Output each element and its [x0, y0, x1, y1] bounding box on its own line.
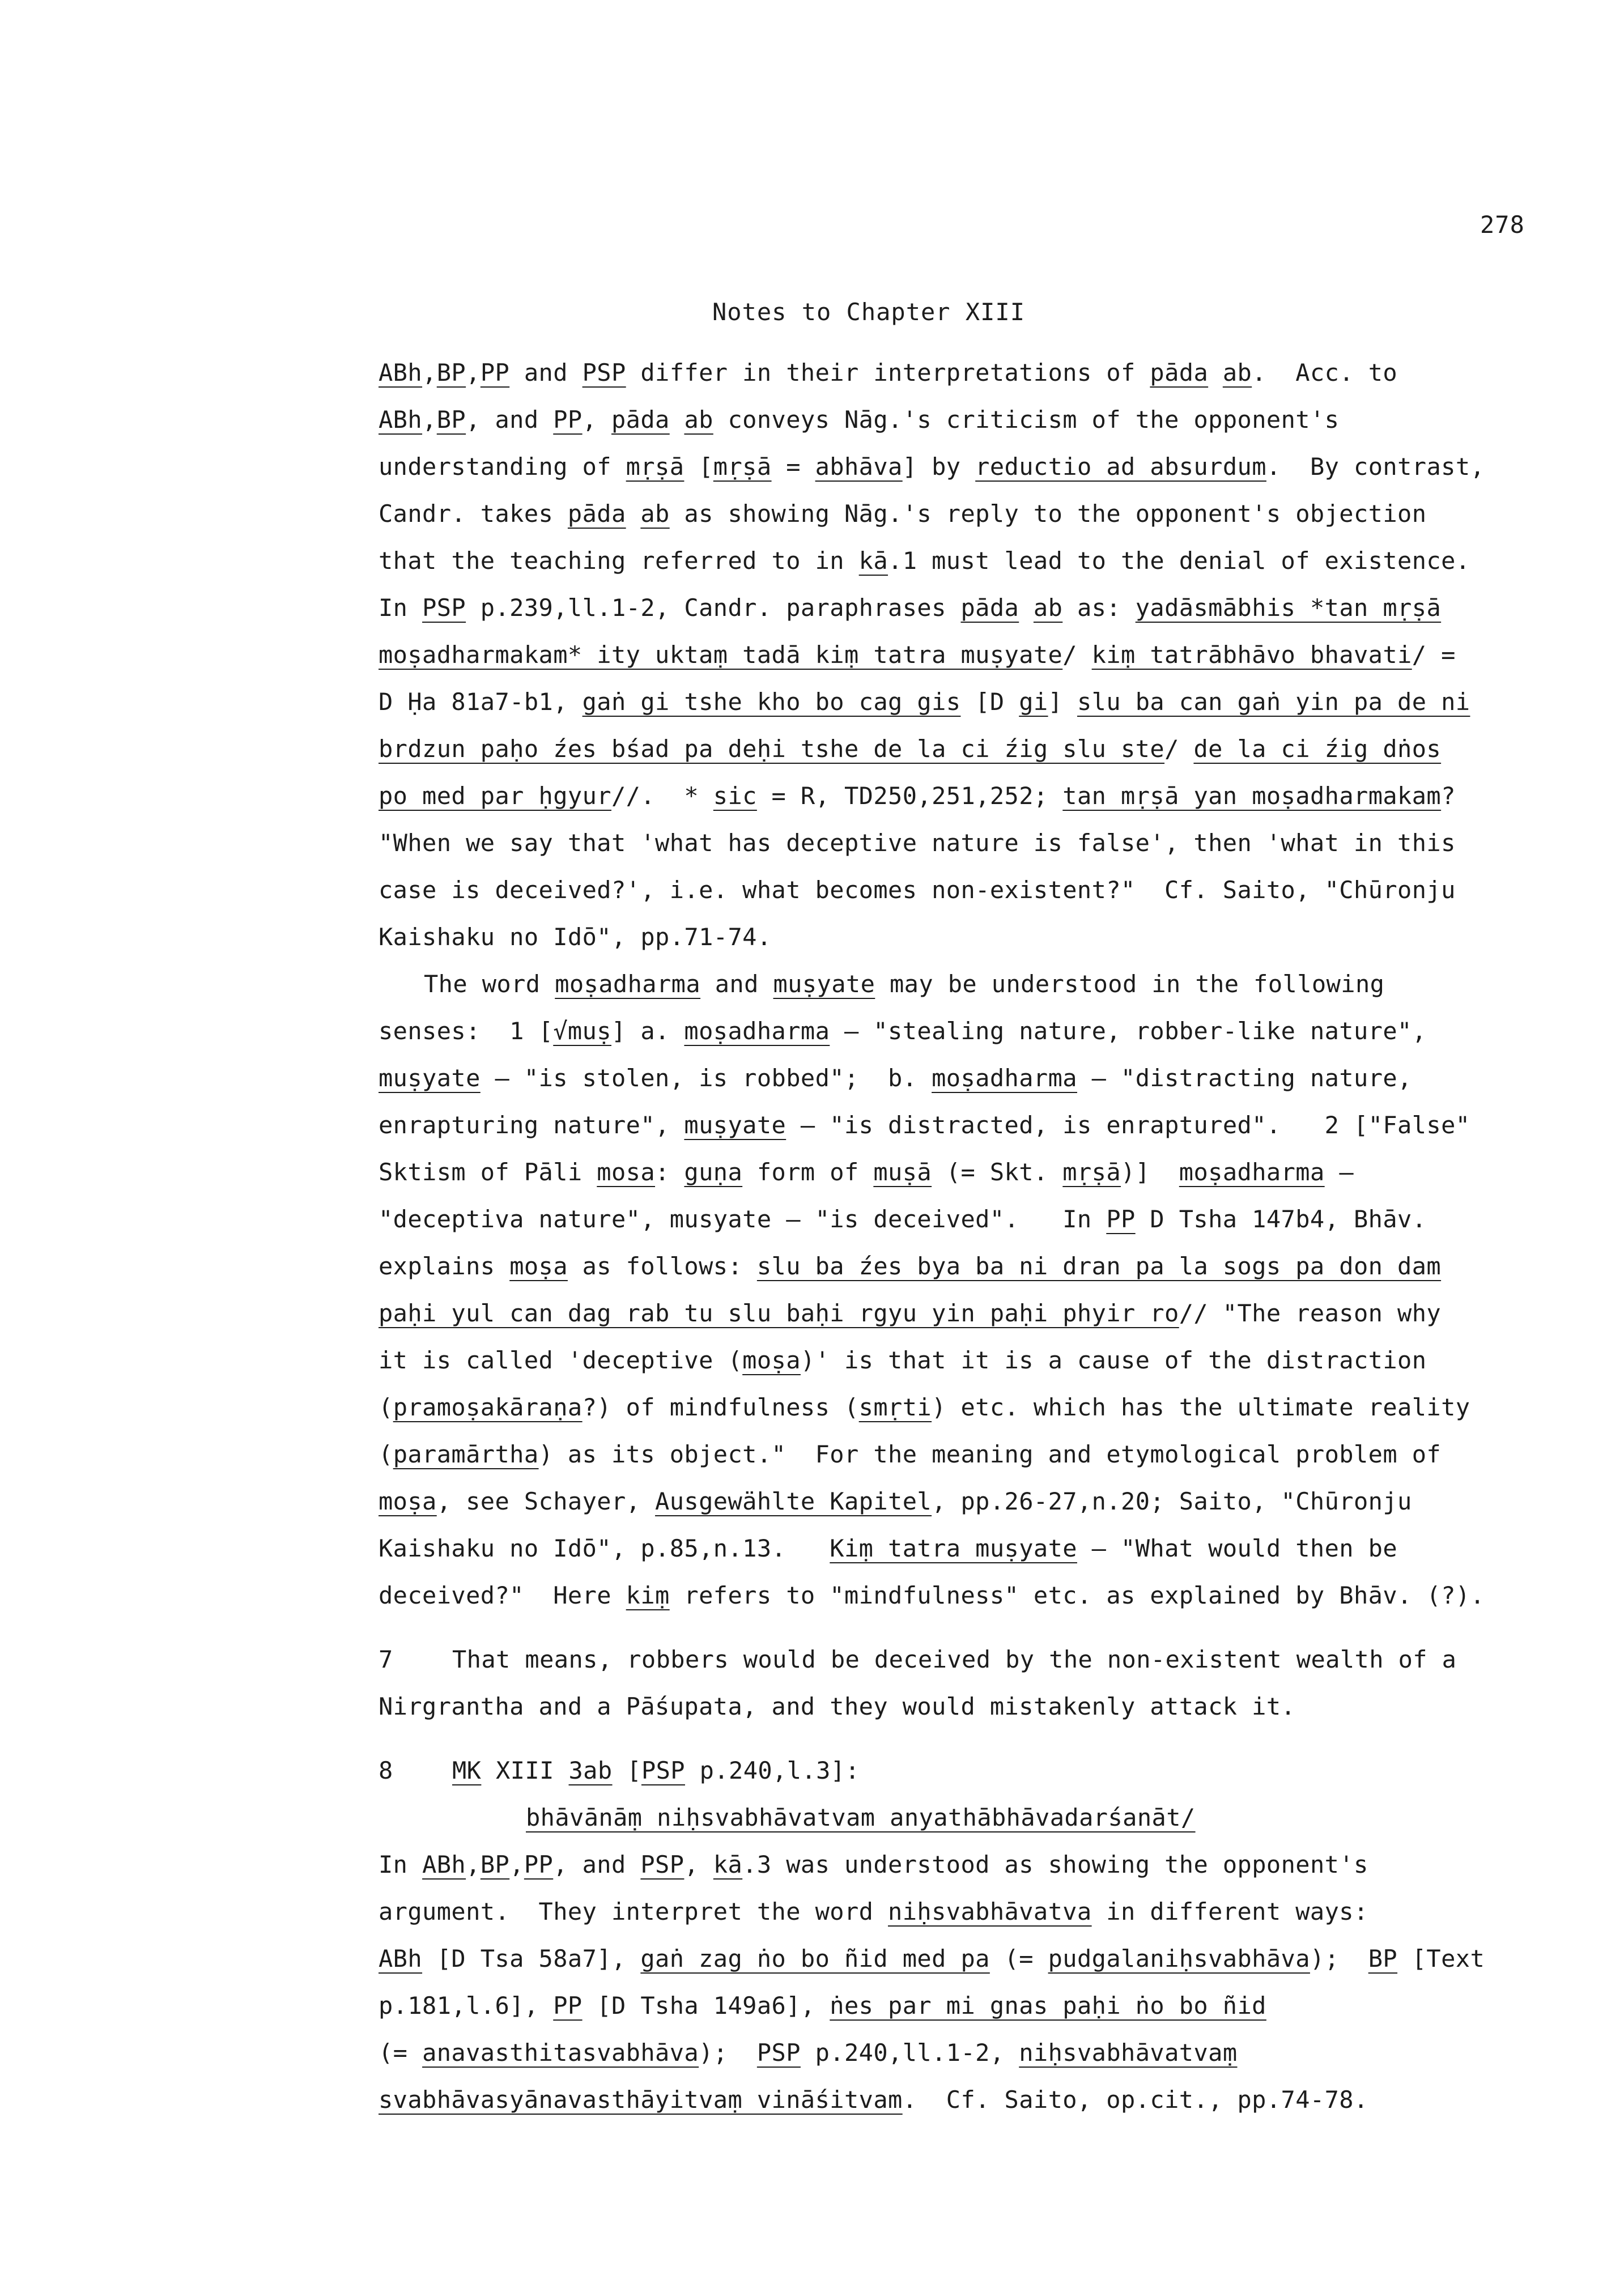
text-segment: (= — [989, 1945, 1048, 1972]
text-segment: : — [655, 1158, 685, 1186]
underlined-term: moṣa — [379, 1487, 437, 1515]
text-segment: understanding of — [379, 453, 626, 481]
underlined-term: MK — [452, 1757, 482, 1784]
underlined-term: √muṣ — [553, 1017, 611, 1045]
underlined-term: reductio ad absurdum — [975, 453, 1266, 481]
underlined-term: anavasthitasvabhāva — [422, 2039, 699, 2067]
text-segment: = — [771, 453, 815, 481]
text-line — [379, 1935, 1546, 1982]
text-line — [379, 1337, 1546, 1384]
text-line — [379, 537, 1546, 584]
underlined-term: ABh — [379, 406, 423, 433]
notes-body — [379, 349, 1546, 2123]
text-segment: [Text — [1397, 1945, 1485, 1972]
underlined-term: PP — [1106, 1205, 1136, 1233]
text-line — [379, 1384, 1546, 1431]
underlined-term: gi — [1019, 688, 1048, 716]
text-segment: Sktism of Pāli — [379, 1158, 597, 1186]
text-segment: That means, robbers would be deceived by the non-existent wealth of a — [452, 1646, 1457, 1673]
underlined-term: kiṃ tatrābhāvo bhavati — [1091, 641, 1412, 669]
text-segment: / — [1062, 641, 1092, 669]
text-segment: deceived?" Here — [379, 1581, 626, 1609]
text-segment: — "is stolen, is robbed"; b. — [480, 1064, 932, 1092]
underlined-term: muṣyate — [379, 1064, 481, 1092]
text-line — [379, 631, 1546, 678]
underlined-term: moṣadharmakam* ity uktaṃ tadā kiṃ tatra muṣyate — [379, 641, 1063, 669]
underlined-term: PSP — [422, 594, 466, 622]
text-segment: ) etc. which has the ultimate reality — [932, 1393, 1470, 1421]
underlined-term: abhāva — [815, 453, 903, 481]
text-segment: , — [466, 359, 481, 386]
text-line — [379, 443, 1546, 490]
text-segment: XIII — [481, 1757, 569, 1784]
text-segment: explains — [379, 1252, 510, 1280]
underlined-term: mṛṣā — [713, 453, 772, 481]
note-7-line — [379, 1636, 1546, 1683]
text-segment: //. * — [611, 782, 713, 810]
text-segment: as follows: — [567, 1252, 757, 1280]
underlined-term: pāda — [611, 406, 670, 433]
chapter-title: Notes to Chapter XIII — [712, 298, 1025, 326]
underlined-term: muṣyate — [684, 1111, 787, 1139]
text-line — [379, 678, 1546, 725]
text-segment: senses: 1 [ — [379, 1017, 554, 1045]
underlined-term: gaṅ gi tshe kho bo cag gis — [582, 688, 961, 716]
underlined-term: bhāvānāṃ niḥsvabhāvatvam anyathābhāvadarśanāt/ — [526, 1804, 1196, 1831]
text-segment: ); — [699, 2039, 757, 2067]
underlined-term: PP — [553, 406, 583, 433]
underlined-term: BP — [480, 1851, 510, 1878]
text-segment: it is called 'deceptive ( — [379, 1346, 743, 1374]
underlined-term: pāda — [567, 500, 626, 528]
text-line — [379, 1982, 1546, 2029]
text-segment: . Acc. to — [1252, 359, 1398, 386]
text-segment: and — [700, 970, 773, 998]
text-segment: ( — [379, 1440, 393, 1468]
text-segment: ) as its object." For the meaning and etymological problem of — [538, 1440, 1442, 1468]
underlined-term: svabhāvasyānavasthāyitvaṃ vināśitvam — [379, 2086, 903, 2114]
text-line — [379, 1525, 1546, 1572]
text-segment: )' is that it is a cause of the distraction — [800, 1346, 1427, 1374]
text-segment: .3 was understood as showing the opponent's — [742, 1851, 1368, 1878]
text-segment: refers to "mindfulness" etc. as explained by Bhāv. (?). — [669, 1581, 1485, 1609]
text-segment: (= Skt. — [932, 1158, 1063, 1186]
underlined-term: moṣadharma — [684, 1017, 830, 1045]
note-number: 7 — [379, 1646, 393, 1673]
text-line — [379, 1196, 1546, 1243]
text-line — [379, 349, 1546, 396]
text-segment: , and — [466, 406, 554, 433]
text-segment: = R, TD250,251,252; — [756, 782, 1063, 810]
text-line — [379, 2029, 1546, 2076]
text-segment: In — [379, 594, 423, 622]
text-segment: [ — [684, 453, 713, 481]
text-line — [379, 1055, 1546, 1102]
underlined-term: smṛti — [858, 1393, 932, 1421]
text-segment: ); — [1310, 1945, 1368, 1972]
text-segment: p.181,l.6], — [379, 1992, 554, 2019]
text-segment: , pp.26-27,n.20; Saito, "Chūronju — [932, 1487, 1412, 1515]
underlined-term: pramoṣakāraṇa — [393, 1393, 583, 1421]
text-segment: D Ḥa 81a7-b1, — [379, 688, 583, 716]
underlined-term: mṛṣā — [626, 453, 685, 481]
text-line — [379, 1243, 1546, 1290]
text-line — [379, 396, 1546, 443]
text-segment: In — [379, 1851, 423, 1878]
underlined-term: ABh — [379, 359, 423, 386]
text-segment: [D Tsa 58a7], — [422, 1945, 641, 1972]
underlined-term: paḥi yul can dag rab tu slu baḥi rgyu yin paḥi phyir ro — [379, 1299, 1179, 1327]
text-segment: (= — [379, 2039, 423, 2067]
text-segment: [ — [612, 1757, 641, 1784]
text-segment: enrapturing nature", — [379, 1111, 685, 1139]
text-line — [379, 2076, 1546, 2123]
text-segment: ] — [1048, 688, 1077, 716]
text-segment: argument. They interpret the word — [379, 1898, 888, 1925]
underlined-term: ab — [684, 406, 713, 433]
underlined-term: niḥsvabhāvatvaṃ — [1019, 2039, 1238, 2067]
text-segment: ( — [379, 1393, 393, 1421]
underlined-term: muṣyate — [773, 970, 875, 998]
text-segment: ? — [1441, 782, 1456, 810]
note-8-line — [379, 1747, 1546, 1794]
text-segment: Kaishaku no Idō", pp.71-74. — [379, 923, 772, 951]
underlined-term: brdzun paḥo źes bśad pa deḥi tshe de la ci źig slu ste — [379, 735, 1165, 763]
text-segment: , — [509, 1851, 524, 1878]
text-segment: p.240,l.3]: — [685, 1757, 860, 1784]
text-segment: [D — [960, 688, 1019, 716]
underlined-term: PSP — [641, 1757, 685, 1784]
text-segment — [1208, 359, 1223, 386]
underlined-term: niḥsvabhāvatva — [888, 1898, 1092, 1925]
text-segment: The word — [424, 970, 555, 998]
text-segment: [D Tsha 149a6], — [582, 1992, 830, 2019]
underlined-term: kā — [858, 547, 888, 575]
text-segment: that the teaching referred to in — [379, 547, 859, 575]
text-segment: may be understood in the following — [875, 970, 1385, 998]
underlined-term: mosa — [597, 1158, 656, 1186]
underlined-term: moṣa — [509, 1252, 568, 1280]
text-line — [379, 1888, 1546, 1935]
text-segment: , see Schayer, — [436, 1487, 656, 1515]
text-segment: Nirgrantha and a Pāśupata, and they would mistakenly attack it. — [379, 1693, 1296, 1720]
underlined-term: moṣa — [742, 1346, 801, 1374]
text-segment: form of — [742, 1158, 874, 1186]
underlined-term: gaṅ zag ṅo bo ñid med pa — [640, 1945, 990, 1972]
text-segment: in different ways: — [1091, 1898, 1368, 1925]
underlined-term: BP — [436, 406, 466, 433]
verse-line — [379, 1794, 1546, 1841]
text-line — [379, 866, 1546, 913]
underlined-term: Kiṃ tatra muṣyate — [830, 1534, 1077, 1562]
text-segment: . Cf. Saito, op.cit., pp.74-78. — [902, 2086, 1368, 2114]
text-segment: "When we say that 'what has deceptive nature is false', then 'what in this — [379, 829, 1456, 857]
underlined-term: moṣadharma — [555, 970, 701, 998]
text-segment: D Tsha 147b4, Bhāv. — [1135, 1205, 1427, 1233]
text-segment: , — [582, 406, 611, 433]
underlined-term: kā — [713, 1851, 743, 1878]
text-segment: , — [466, 1851, 481, 1878]
underlined-term: ABh — [422, 1851, 466, 1878]
underlined-term: slu ba źes bya ba ni dran pa la sogs pa don dam — [756, 1252, 1442, 1280]
underlined-term: Ausgewählte Kapitel — [655, 1487, 932, 1515]
text-segment: Kaishaku no Idō", p.85,n.13. — [379, 1534, 830, 1562]
underlined-term: PSP — [756, 2039, 801, 2067]
note-8-text — [452, 1757, 860, 1784]
underlined-term: moṣadharma — [932, 1064, 1077, 1092]
text-segment: // "The reason why — [1179, 1299, 1442, 1327]
text-line — [379, 960, 1546, 1007]
underlined-term: mṛṣā — [1062, 1158, 1121, 1186]
text-segment: — — [1324, 1158, 1354, 1186]
text-segment: ] a. — [611, 1017, 685, 1045]
underlined-term: pāda — [960, 594, 1019, 622]
underlined-term: BP — [1368, 1945, 1398, 1972]
underlined-term: PSP — [640, 1851, 685, 1878]
underlined-term: 3ab — [568, 1757, 613, 1784]
underlined-term: moṣadharma — [1179, 1158, 1325, 1186]
underlined-term: ab — [1222, 359, 1252, 386]
text-segment: and — [509, 359, 583, 386]
underlined-term: ab — [1033, 594, 1063, 622]
text-line — [379, 819, 1546, 866]
underlined-term: slu ba can gaṅ yin pa de ni — [1077, 688, 1470, 716]
text-segment: , and — [553, 1851, 641, 1878]
text-segment: case is deceived?', i.e. what becomes non-existent?" Cf. Saito, "Chūronju — [379, 876, 1456, 904]
text-segment: p.239,ll.1-2, Candr. paraphrases — [466, 594, 961, 622]
underlined-term: PP — [524, 1851, 554, 1878]
underlined-term: paramārtha — [393, 1440, 539, 1468]
text-segment: — "What would then be — [1077, 1534, 1398, 1562]
text-segment: / — [1164, 735, 1194, 763]
underlined-term: muṣā — [873, 1158, 932, 1186]
underlined-term: sic — [713, 782, 757, 810]
text-segment: — "stealing nature, robber-like nature", — [830, 1017, 1427, 1045]
text-line — [379, 772, 1546, 819]
underlined-term: PSP — [582, 359, 626, 386]
text-line — [379, 584, 1546, 631]
text-line — [379, 1290, 1546, 1337]
text-segment: .1 must lead to the denial of existence. — [888, 547, 1470, 575]
note-7-text — [452, 1646, 1456, 1673]
text-segment: ?) of mindfulness ( — [582, 1393, 859, 1421]
underlined-term: tan mṛṣā yan moṣadharmakam — [1062, 782, 1442, 810]
text-segment: / = — [1412, 641, 1456, 669]
text-segment — [1019, 594, 1034, 622]
text-segment: )] — [1121, 1158, 1179, 1186]
text-segment: as: — [1062, 594, 1136, 622]
underlined-term: pudgalaniḥsvabhāva — [1048, 1945, 1310, 1972]
underlined-term: ABh — [379, 1945, 423, 1972]
text-line — [379, 1683, 1546, 1730]
underlined-term: guṇa — [684, 1158, 743, 1186]
text-line — [379, 1431, 1546, 1478]
text-line — [379, 1007, 1546, 1055]
underlined-term: pāda — [1150, 359, 1209, 386]
text-segment — [670, 406, 685, 433]
underlined-term: kiṃ — [626, 1581, 670, 1609]
underlined-term: ṅes par mi gnas paḥi ṅo bo ñid — [830, 1992, 1266, 2019]
underlined-term: BP — [436, 359, 466, 386]
text-line — [379, 1478, 1546, 1525]
text-segment: differ in their interpretations of — [626, 359, 1150, 386]
text-segment — [626, 500, 641, 528]
text-line — [379, 1102, 1546, 1149]
text-segment: , — [422, 406, 437, 433]
text-segment: — "distracting nature, — [1077, 1064, 1412, 1092]
underlined-term: PP — [480, 359, 510, 386]
text-segment: as showing Nāg.'s reply to the opponent's objection — [669, 500, 1427, 528]
text-segment: conveys Nāg.'s criticism of the opponent's — [713, 406, 1340, 433]
text-segment: , — [684, 1851, 713, 1878]
text-line — [379, 1149, 1546, 1196]
text-segment: , — [422, 359, 437, 386]
text-segment: Candr. takes — [379, 500, 568, 528]
text-line — [379, 1841, 1546, 1888]
text-segment: — "is distracted, is enraptured". 2 ["False" — [786, 1111, 1470, 1139]
text-line — [379, 913, 1546, 960]
text-segment: p.240,ll.1-2, — [800, 2039, 1019, 2067]
text-line — [379, 725, 1546, 772]
note-number: 8 — [379, 1757, 393, 1784]
underlined-term: ab — [640, 500, 670, 528]
text-line — [379, 490, 1546, 537]
underlined-term: de la ci źig dṅos — [1193, 735, 1442, 763]
text-segment: "deceptiva nature", musyate — "is deceived". In — [379, 1205, 1107, 1233]
text-segment: . By contrast, — [1266, 453, 1485, 481]
underlined-term: po med par ḥgyur — [379, 782, 611, 810]
underlined-term: PP — [553, 1992, 583, 2019]
page-number: 278 — [1480, 211, 1525, 239]
text-segment: ] by — [902, 453, 976, 481]
underlined-term: yadāsmābhis *tan mṛṣā — [1135, 594, 1442, 622]
text-line — [379, 1572, 1546, 1619]
